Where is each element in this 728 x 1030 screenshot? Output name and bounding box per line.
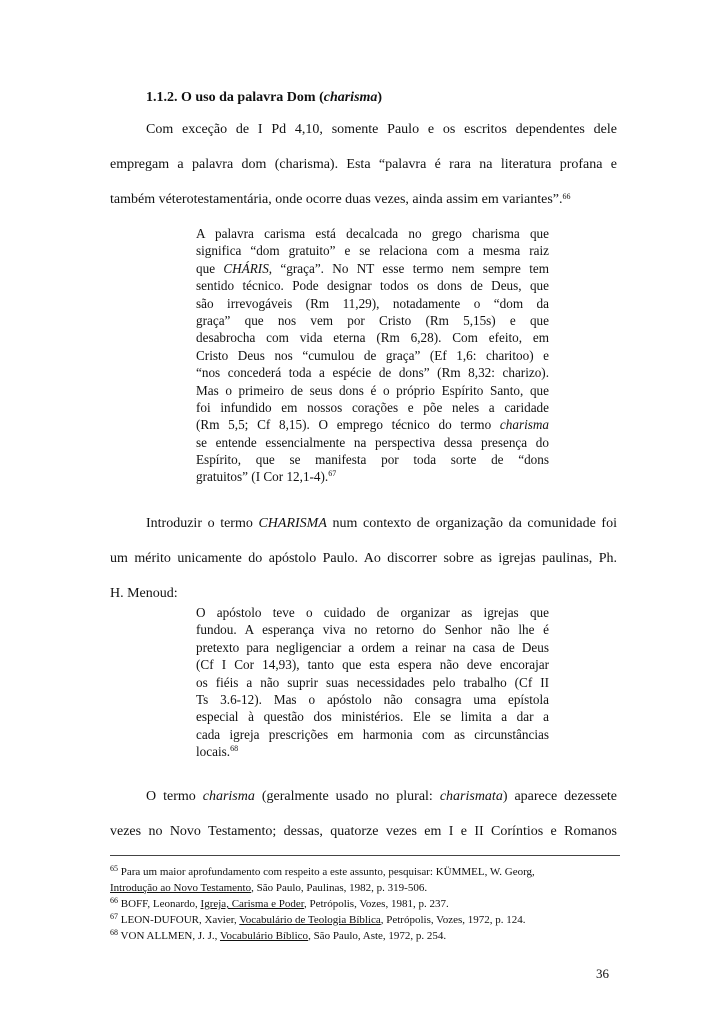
footnote-title: Igreja, Carisma e Poder [200, 898, 304, 910]
quote-line: desabrocha com vida eterna (Rm 6,28). Com efeito, em [196, 330, 549, 346]
quote-line: se entende essencialmente na perspectiva dessa presença do [196, 434, 549, 450]
quote-line: sentido técnico. Pode designar todos os dons de Deus, que [196, 278, 549, 294]
footnote-ref-66: 66 [562, 192, 571, 201]
paragraph-line: vezes no Novo Testamento; dessas, quatorze vezes em I e II Coríntios e Romanos [110, 824, 617, 839]
footnote-separator [110, 855, 620, 856]
quote-line [196, 743, 549, 760]
footnote-number: 67 [110, 912, 118, 921]
paragraph-line: empregam a palavra dom (charisma). Esta “palavra é rara na literatura profana e [110, 157, 617, 172]
paragraph-italic: charismata [439, 789, 503, 804]
quote-line: Espírito, que se manifesta por toda sorte de “dons [196, 452, 549, 468]
paragraph-line: Com exceção de I Pd 4,10, somente Paulo e os escritos dependentes dele [146, 122, 617, 137]
paragraph-text: num contexto de organização da comunidade foi [326, 516, 617, 531]
section-heading [146, 90, 382, 106]
paragraph-text: também véterotestamentária, onde ocorre duas vezes, ainda assim em variantes”. [110, 192, 563, 207]
quote-text: locais. [196, 744, 231, 760]
paragraph-line: H. Menoud: [110, 586, 178, 601]
footnote-ref-68: 68 [230, 744, 239, 754]
block-quote-2 [196, 604, 549, 761]
heading-close: ) [377, 90, 383, 105]
quote-line: fundou. A esperança viva no retorno do Senhor não lhe é [196, 622, 549, 638]
quote-line: Ts 3.6-12). Mas o apóstolo não consagra uma epístola [196, 691, 549, 707]
quote-line [196, 260, 549, 277]
footnote-text: VON ALLMEN, J. J., [118, 930, 220, 942]
quote-italic: charisma [499, 417, 549, 433]
footnote-65 [110, 864, 620, 880]
footnote-number: 66 [110, 896, 118, 905]
page-number: 36 [596, 966, 609, 981]
footnote-text: , Petrópolis, Vozes, 1972, p. 124. [380, 914, 526, 926]
paragraph-text: (geralmente usado no plural: [254, 789, 440, 804]
paragraph-italic: CHARISMA [258, 516, 327, 531]
footnote-text: BOFF, Leonardo, [118, 898, 201, 910]
footnote-title: Vocabulário Bíblico [219, 930, 309, 942]
footnote-number: 65 [110, 864, 118, 873]
quote-line: foi infundido em nossos corações e põe neles a caridade [196, 399, 549, 415]
quote-text: gratuitos” (I Cor 12,1-4). [196, 469, 329, 485]
footnote-text: LEON-DUFOUR, Xavier, [118, 914, 240, 926]
quote-text: que [196, 260, 224, 276]
footnote-ref-67: 67 [328, 469, 337, 479]
heading-number: 1.1.2. O uso da palavra Dom ( [146, 90, 324, 105]
quote-italic: CHÁRIS [223, 260, 269, 276]
paragraph-text: O termo [146, 789, 203, 804]
quote-line: O apóstolo teve o cuidado de organizar as igrejas que [196, 605, 549, 620]
quote-line: são irrevogáveis (Rm 11,29), notadamente o “dom da [196, 295, 549, 311]
quote-line: significa “dom gratuito” e se relaciona com a mesma raiz [196, 243, 549, 259]
quote-line: “nos concederá toda a espécie de dons” (Rm 8,32: charizo). [196, 365, 549, 381]
block-quote-1 [196, 225, 549, 486]
quote-line [196, 416, 549, 433]
footnote-text: , Petrópolis, Vozes, 1981, p. 237. [303, 898, 449, 910]
paragraph-text: ) aparece dezessete [502, 789, 618, 804]
paragraph-line [110, 787, 617, 822]
quote-text: (Rm 5,5; Cf 8,15). O emprego técnico do termo [196, 417, 500, 433]
footnote-title: Introdução ao Novo Testamento [110, 882, 252, 894]
quote-text: , “graça”. No NT esse termo nem sempre tem [268, 260, 549, 276]
quote-line: graça” que nos vem por Cristo (Rm 5,15s) e que [196, 312, 549, 328]
paragraph-charisma-count [110, 787, 617, 857]
footnote-67 [110, 912, 620, 928]
footnote-text: Para um maior aprofundamento com respeito a este assunto, pesquisar: KÜMMEL, W. Georg, [118, 866, 535, 878]
quote-line: Cristo Deus nos “cumulou de graça” (Ef 1,6: charitoo) e [196, 347, 549, 363]
quote-line: pretexto para negligenciar a ordem a reinar na casa de Deus [196, 639, 549, 655]
quote-line: especial à questão dos ministérios. Ele se limita a dar a [196, 709, 549, 725]
quote-line: A palavra carisma está decalcada no grego charisma que [196, 226, 549, 241]
quote-line: os fiéis a não suprir suas necessidades pelo trabalho (Cf II [196, 674, 549, 690]
quote-line: cada igreja prescrições em harmonia com as circunstâncias [196, 726, 549, 742]
footnote-65-continued [110, 880, 620, 896]
quote-line [196, 468, 549, 485]
footnote-number: 68 [110, 928, 118, 937]
paragraph-line [110, 190, 617, 225]
footnote-text: , São Paulo, Paulinas, 1982, p. 319-506. [251, 882, 428, 894]
quote-line: (Cf I Cor 14,93), tanto que esta espera não deve encorajar [196, 657, 549, 673]
paragraph-italic: charisma [202, 789, 255, 804]
footnote-text: , São Paulo, Aste, 1972, p. 254. [308, 930, 447, 942]
paragraph-intro [110, 120, 617, 225]
footnote-title: Vocabulário de Teologia Bíblica [239, 914, 381, 926]
paragraph-line: um mérito unicamente do apóstolo Paulo. Ao discorrer sobre as igrejas paulinas, Ph. [110, 551, 617, 566]
paragraph-line [110, 514, 617, 549]
footnotes [110, 864, 620, 944]
footnote-68 [110, 928, 620, 944]
heading-italic-term: charisma [323, 90, 378, 105]
footnote-66 [110, 896, 620, 912]
paragraph-text: Introduzir o termo [146, 516, 259, 531]
quote-line: Mas o primeiro de seus dons é o próprio Espírito Santo, que [196, 382, 549, 398]
